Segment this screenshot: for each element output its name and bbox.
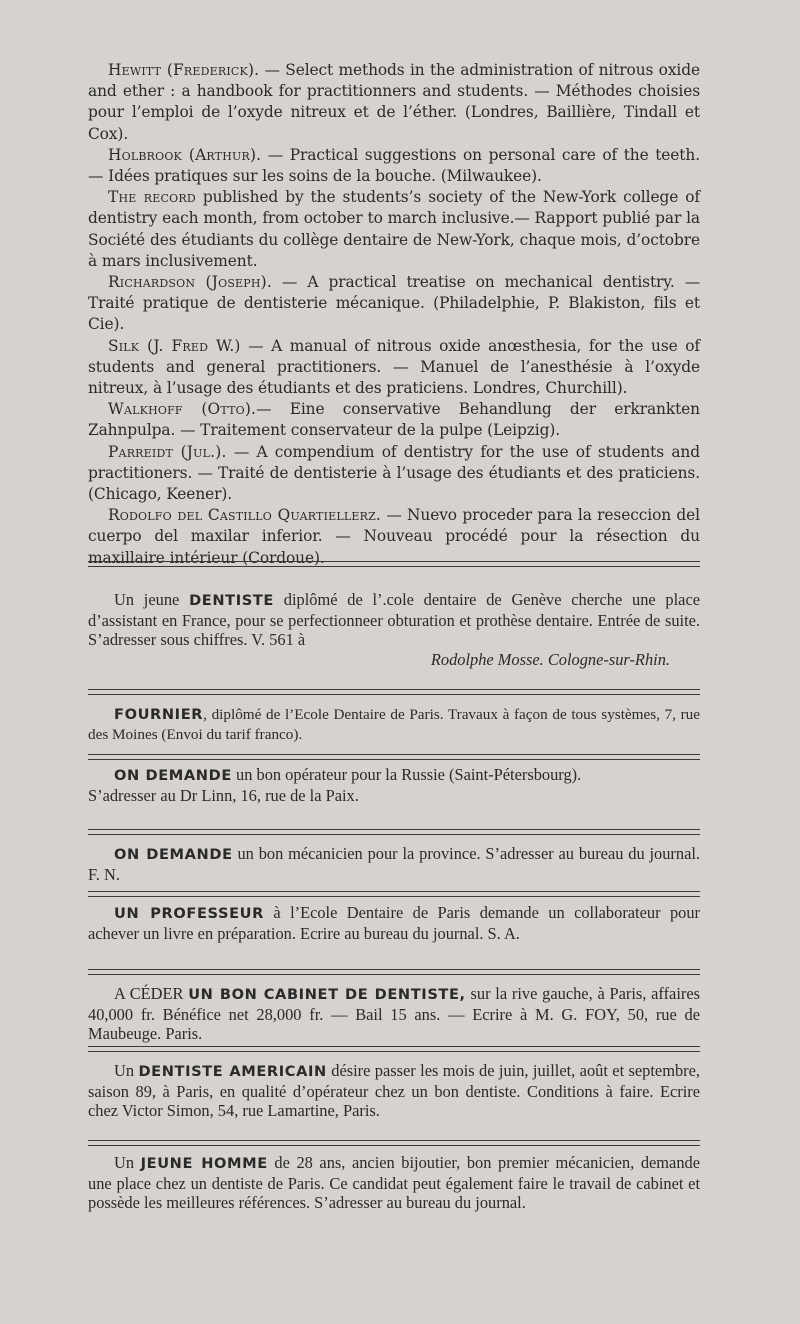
entry-author: Parreidt (Jul.).: [108, 442, 227, 461]
ad-divider: [88, 969, 700, 975]
ad-headline: ON DEMANDE: [114, 767, 232, 784]
bibliography-section: [88, 60, 700, 569]
bibliography-entry: [88, 145, 700, 187]
entry-author: Hewitt (Frederick).: [108, 61, 260, 79]
ad-divider: [88, 829, 700, 835]
bibliography-entry: [88, 187, 700, 272]
classified-ad: Un jeune DENTISTE diplômé de l’.cole dentaire de Genève cherche une place d’assistant en France, pour se perfectionneer obturation et prothèse dentaire. Entrée de suite. S’adresser sous chiffres. V. 561 à Rodolphe Mosse. Cologne-sur-Rhin.: [88, 590, 701, 669]
ad-text: diplômé de l’.cole dentaire de Genève cherche une place d’assistant en France, pour se perfectionneer obturation et prothèse dentaire. Entrée de suite. S’adresser sous chiffres. V. 561 à: [88, 590, 701, 650]
classified-ad: [88, 765, 700, 805]
classified-ad: [88, 844, 700, 884]
ad-divider: [88, 891, 700, 897]
ad-signature: Rodolphe Mosse. Cologne-sur-Rhin.: [430, 649, 670, 669]
classified-ad: [88, 705, 700, 744]
entry-author: Silk (J. Fred W.): [108, 336, 241, 355]
bibliography-entry: [88, 399, 700, 441]
entry-text: — Eine conservative Behandlung der erkrankten Zahnpulpa. — Traitement conservateur de la pulpe (Leipzig).: [88, 400, 700, 440]
ad-headline: UN BON CABINET DE DENTISTE,: [188, 986, 466, 1003]
entry-text: published by the students’s society of the New-York college of dentistry each month, from october to march inclusive.— Rapport publié par la Société des étudiants du collège dentaire de New-York, chaque mois, d’octobre à mars inclusivement.: [88, 188, 700, 270]
entry-text: — A compendium of dentistry for the use of students and practitioners. — Traité de dentisterie à l’usage des étudiants et des praticiens. (Chicago, Keener).: [88, 442, 700, 504]
classified-ad: [88, 903, 700, 943]
section-divider: [88, 561, 700, 567]
ad-headline: ON DEMANDE: [114, 846, 233, 863]
ad-text: , diplômé de l’Ecole Dentaire de Paris. Travaux à façon de tous systèmes, 7, rue des Moines (Envoi du tarif franco).: [88, 706, 700, 743]
ad-headline: UN PROFESSEUR: [114, 905, 264, 922]
ad-headline: DENTISTE AMERICAIN: [138, 1063, 327, 1080]
entry-text: — Select methods in the administration of nitrous oxide and ether : a handbook for practitionners and students. — Méthodes choisies pour l’emploi de l’oxyde nitreux et de l’éther. (Londres, Baillière, Tindall et Cox).: [88, 61, 700, 143]
classified-ad: Un DENTISTE AMERICAIN désire passer les mois de juin, juillet, août et septembre, saison 89, à Paris, en qualité d’opérateur chez un bon dentiste. Conditions à faire. Ecrire chez Victor Simon, 54, rue Lamartine, Paris.: [88, 1061, 700, 1121]
ad-text: sur la rive gauche, à Paris, affaires 40,000 fr. Bénéfice net 28,000 fr. — Bail 15 ans. — Ecrire à M. G. FOY, 50, rue de Maubeuge. Paris.: [88, 984, 700, 1044]
entry-text: — Practical suggestions on personal care of the teeth. — Idées pratiques sur les soins de la bouche. (Milwaukee).: [88, 145, 700, 186]
bibliography-entry: [88, 272, 700, 336]
entry-text: — A practical treatise on mechanical dentistry. — Traité pratique de dentisterie mécanique. (Philadelphie, P. Blakiston, fils et Cie).: [88, 273, 701, 334]
ad-address: S’adresser au Dr Linn, 16, rue de la Paix.: [88, 785, 359, 805]
classified-ad: A CÉDER UN BON CABINET DE DENTISTE, sur la rive gauche, à Paris, affaires 40,000 fr. Bénéfice net 28,000 fr. — Bail 15 ans. — Ecrire à M. G. FOY, 50, rue de Maubeuge. Paris.: [88, 984, 700, 1044]
ad-divider: [88, 1140, 700, 1146]
entry-text: — Nuevo proceder para la reseccion del cuerpo del maxilar inferior. — Nouveau procédé pour la résection du maxillaire intérieur (Cordoue).: [88, 506, 700, 567]
entry-author: Richardson (Joseph).: [108, 273, 272, 292]
bibliography-entry: [88, 505, 700, 569]
entry-author: Walkhoff (Otto).: [108, 400, 257, 419]
classified-ad: Un JEUNE HOMME de 28 ans, ancien bijoutier, bon premier mécanicien, demande une place chez un dentiste de Paris. Ce candidat peut également faire le travail de cabinet et possède les meilleures références. S’adresser au bureau du journal.: [88, 1153, 700, 1213]
ad-text: désire passer les mois de juin, juillet, août et septembre, saison 89, à Paris, en qualité d’opérateur chez un bon dentiste. Conditions à faire. Ecrire chez Victor Simon, 54, rue Lamartine, Paris.: [88, 1061, 700, 1121]
ad-text: un bon mécanicien pour la province. S’adresser au bureau du journal. F. N.: [88, 844, 700, 884]
ad-divider: [88, 689, 700, 695]
entry-text: — A manual of nitrous oxide anœsthesia, for the use of students and general practitioners. — Manuel de l’anesthésie à l’oxyde nitreux, à l’usage des étudiants et des praticiens. Londres, Churchill).: [88, 336, 700, 398]
ad-text: à l’Ecole Dentaire de Paris demande un collaborateur pour achever un livre en préparation. Ecrire au bureau du journal. S. A.: [88, 903, 700, 943]
ad-text: un bon opérateur pour la Russie (Saint-Pétersbourg).: [231, 765, 582, 784]
entry-author: Rodolfo del Castillo Quartiellerz.: [108, 506, 382, 525]
entry-author: The record: [108, 188, 196, 207]
ad-headline: FOURNIER: [114, 706, 204, 723]
ad-divider: [88, 1046, 700, 1052]
bibliography-entry: [88, 442, 700, 506]
bibliography-entry: [88, 60, 700, 145]
ad-headline: JEUNE HOMME: [140, 1155, 268, 1172]
ad-headline: DENTISTE: [189, 592, 274, 609]
entry-author: Holbrook (Arthur).: [108, 145, 262, 164]
bibliography-entry: [88, 336, 700, 400]
ad-divider: [88, 754, 700, 760]
ad-text: de 28 ans, ancien bijoutier, bon premier mécanicien, demande une place chez un dentiste de Paris. Ce candidat peut également faire le travail de cabinet et possède les meilleures références. S’adresser au bureau du journal.: [88, 1153, 700, 1213]
